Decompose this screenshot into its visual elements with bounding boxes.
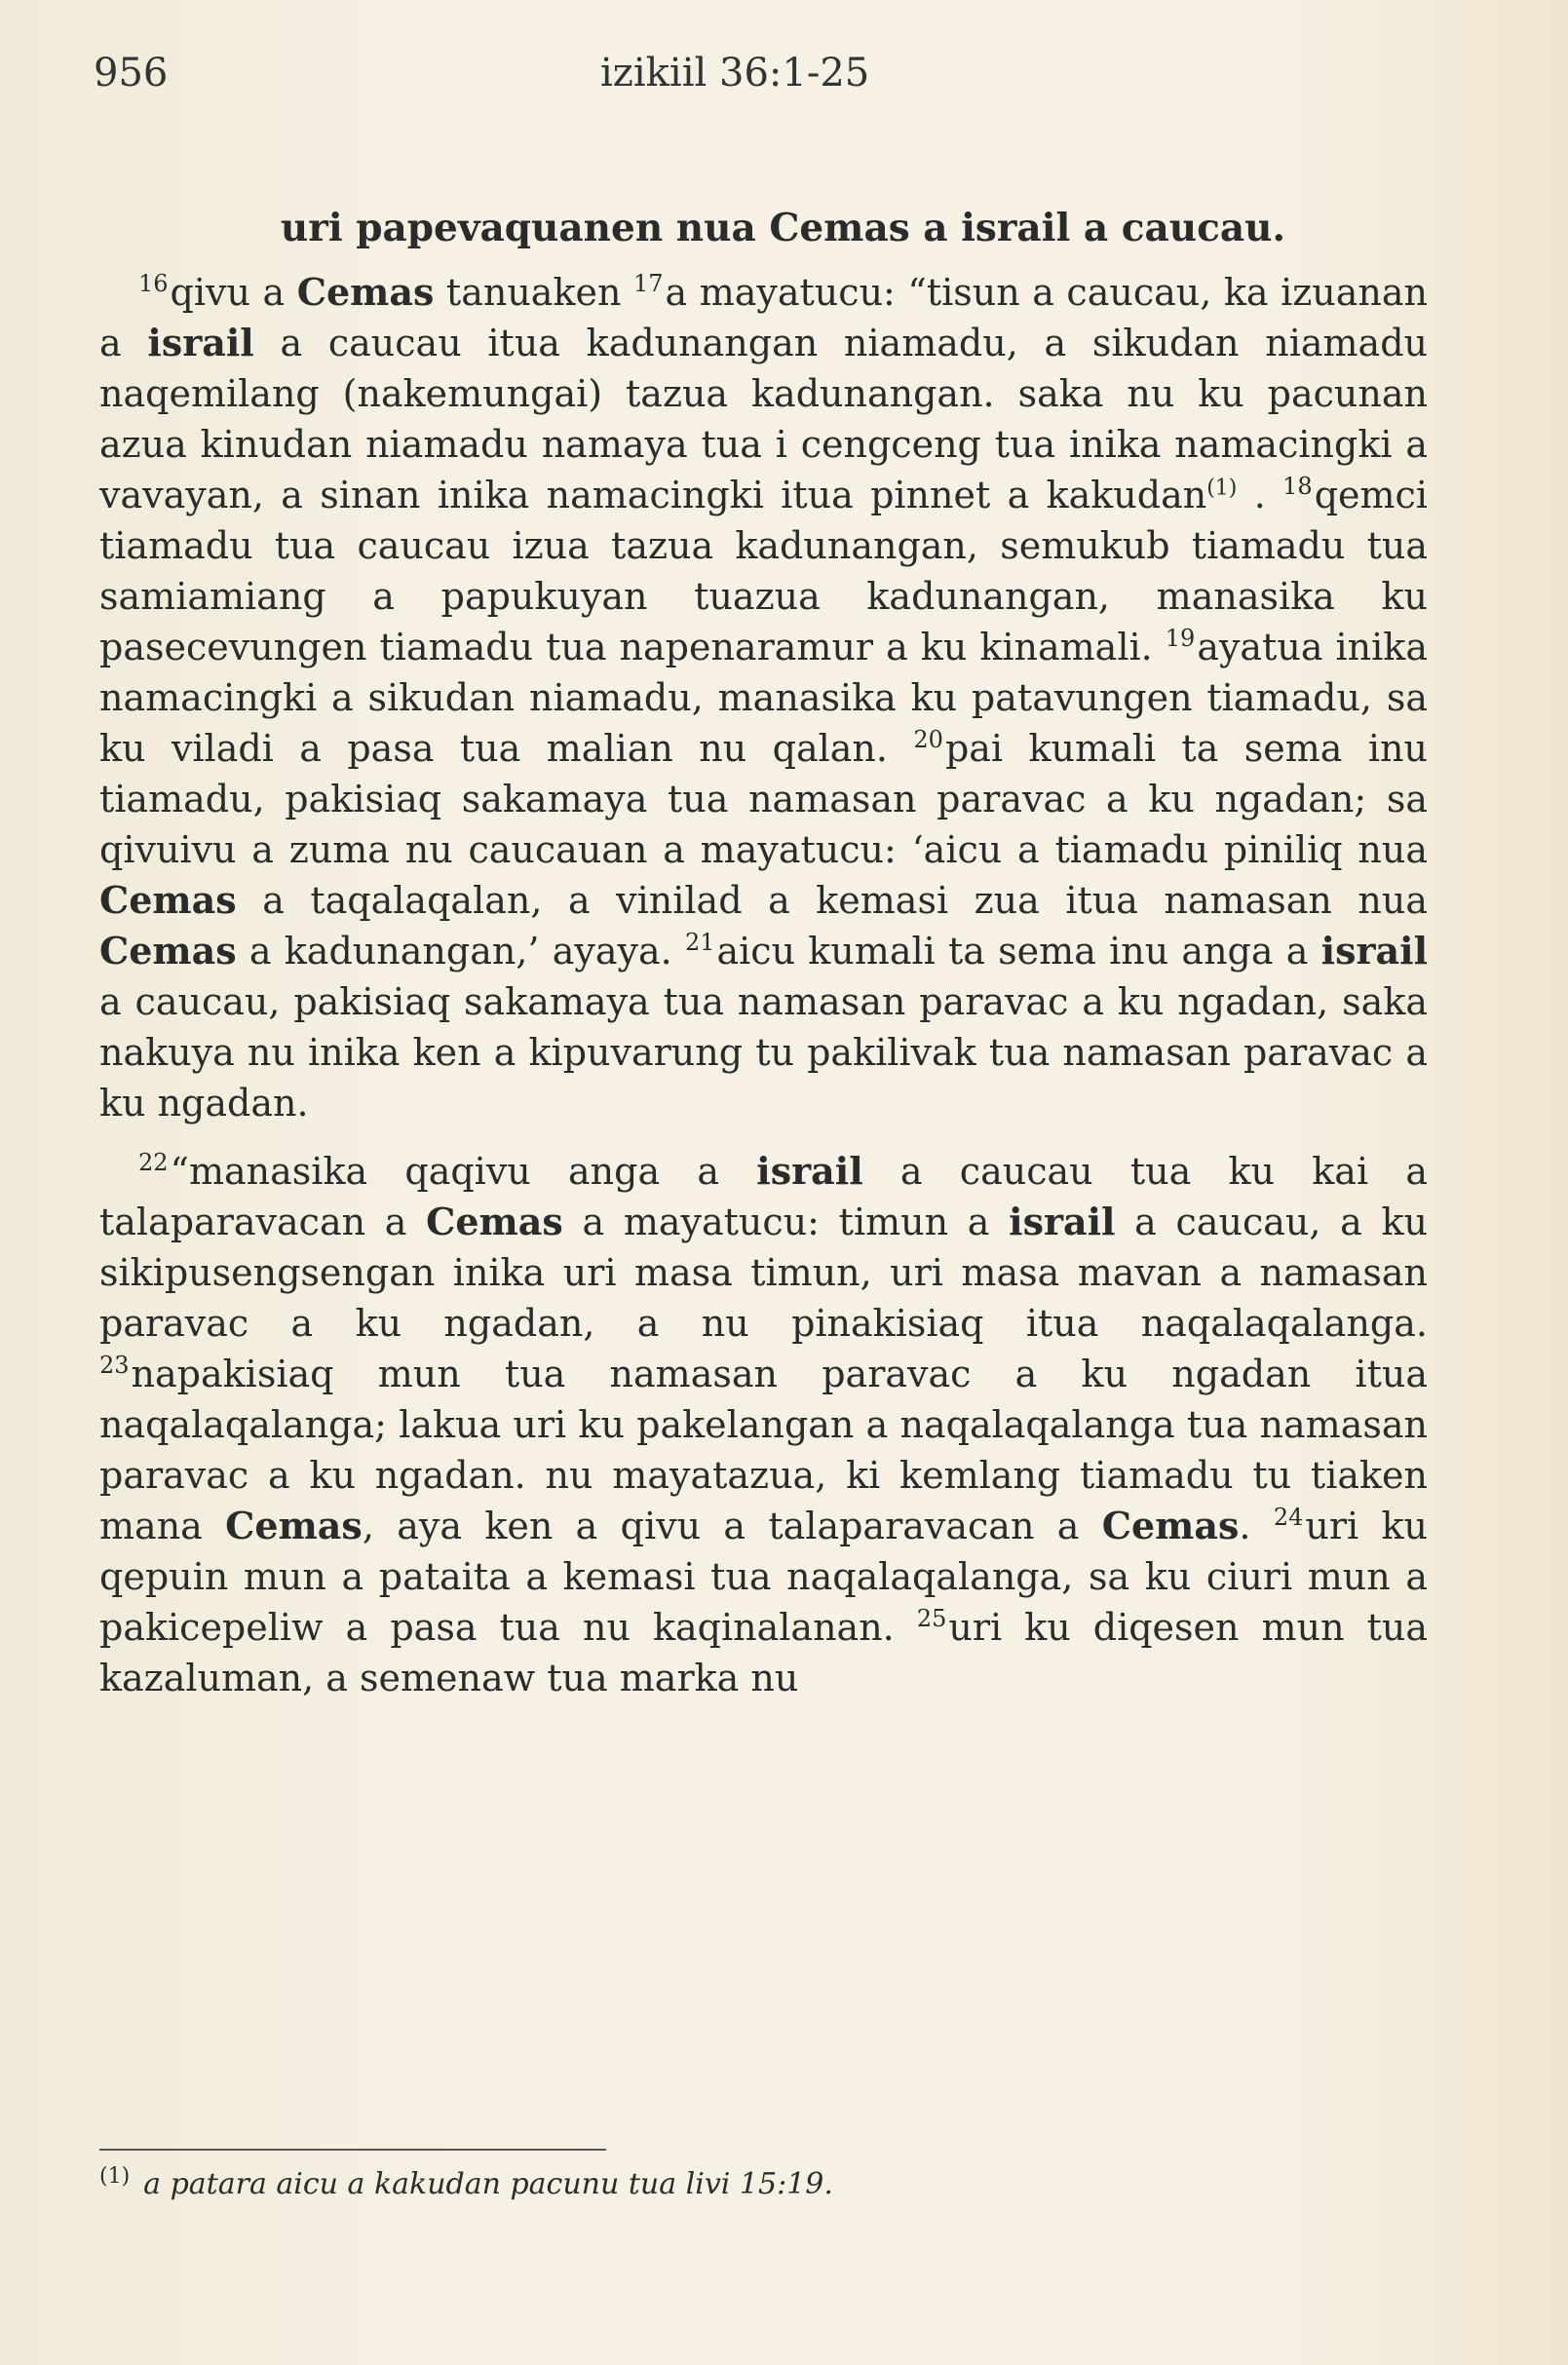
verse-number-17: 17: [632, 270, 664, 298]
text-segment: aicu kumali ta sema inu anga a: [716, 930, 1321, 973]
text-segment: “manasika qaqivu anga a: [170, 1150, 757, 1193]
name-cemas: Cemas: [99, 878, 237, 922]
footnote-text: a patara aicu a kakudan pacunu tua livi 15:19.: [143, 2167, 833, 2201]
text-segment: a caucau, pakisiaq sakamaya tua namasan paravac a ku ngadan, saka nakuya nu inika ken a kipuvarung tu pakilivak tua namasan paravac a ku ngadan.: [99, 980, 1428, 1125]
page-number: 956: [94, 51, 169, 95]
text-segment: a taqalaqalan, a vinilad a kemasi zua itua namasan nua: [236, 879, 1428, 922]
text-segment: a mayatucu: timun a: [562, 1201, 1010, 1243]
text-segment: , aya ken a qivu a talaparavacan a: [362, 1505, 1102, 1547]
text-segment: a caucau tua ku kai a talaparavacan a: [99, 1150, 1429, 1243]
verse-number-23: 23: [99, 1352, 130, 1380]
name-israil: israil: [1320, 929, 1428, 973]
name-cemas: Cemas: [296, 270, 435, 314]
name-cemas: Cemas: [1101, 1504, 1240, 1547]
verse-number-25: 25: [916, 1605, 947, 1633]
name-cemas: Cemas: [426, 1200, 563, 1243]
verse-number-18: 18: [1282, 473, 1313, 501]
text-segment: .: [1237, 474, 1283, 516]
text-segment: uri ku diqesen mun tua kazaluman, a semenaw tua marka nu: [99, 1606, 1428, 1699]
paragraph-1: [99, 267, 1428, 1128]
text-segment: a caucau, a ku sikipusengsengan inika uri masa timun, uri masa mavan a namasan paravac a ku ngadan, a nu pinakisiaq itua naqalaqalanga.: [99, 1201, 1429, 1345]
main-text: [99, 203, 1428, 1703]
footnote-divider: [99, 2149, 606, 2151]
text-segment: tanuaken: [434, 271, 633, 314]
verse-number-24: 24: [1273, 1504, 1304, 1532]
name-cemas: Cemas: [99, 929, 237, 973]
paragraph-2: [99, 1146, 1428, 1703]
verse-number-19: 19: [1165, 625, 1196, 653]
verse-number-16: 16: [138, 270, 169, 298]
text-segment: pai kumali ta sema inu tiamadu, pakisiaq sakamaya tua namasan paravac a ku ngadan; sa qivuivu a zuma nu caucauan a mayatucu: ‘aicu a tiamadu piniliq nua: [99, 727, 1428, 871]
name-israil: israil: [147, 321, 254, 364]
text-segment: napakisiaq mun tua namasan paravac a ku ngadan itua naqalaqalanga; lakua uri ku pakelangan a naqalaqalanga tua namasan paravac a ku ngadan. nu mayatazua, ki kemlang tiamadu tu tiaken mana: [99, 1353, 1428, 1547]
text-segment: a kadunangan,’ ayaya.: [236, 930, 685, 973]
page-header: [94, 51, 1474, 109]
name-cemas: Cemas: [225, 1504, 363, 1547]
footnote-mark: (1): [99, 2164, 131, 2189]
footnote: [99, 2165, 1366, 2204]
verse-number-20: 20: [913, 726, 943, 754]
text-segment: a mayatucu: “tisun a caucau, ka izuanan a: [99, 271, 1429, 364]
text-segment: ayatua inika namacingki a sikudan niamadu, manasika ku patavungen tiamadu, sa ku viladi a pasa tua malian nu qalan.: [99, 626, 1428, 770]
text-segment: qemci tiamadu tua caucau izua tazua kadunangan, semukub tiamadu tua samiamiang a papukuyan tuazua kadunangan, manasika ku pasecevungen tiamadu tua napenaramur a ku kinamali.: [99, 474, 1428, 668]
name-israil: israil: [1009, 1200, 1116, 1243]
text-segment: qivu a: [170, 271, 297, 314]
name-israil: israil: [756, 1149, 863, 1193]
footnote-reference: (1): [1206, 476, 1238, 501]
verse-number-22: 22: [138, 1149, 169, 1177]
running-head: izikiil 36:1-25: [600, 51, 870, 95]
verse-number-21: 21: [684, 929, 715, 957]
text-segment: .: [1239, 1505, 1274, 1547]
text-segment: a caucau itua kadunangan niamadu, a sikudan niamadu naqemilang (nakemungai) tazua kadunangan. saka nu ku pacunan azua kinudan niamadu namaya tua i cengceng tua inika namacingki a vavayan, a sinan inika namacingki itua pinnet a kakudan: [99, 322, 1428, 516]
text-segment: uri ku qepuin mun a pataita a kemasi tua naqalaqalanga, sa ku ciuri mun a pakicepeliw a pasa tua nu kaqinalanan.: [99, 1505, 1428, 1649]
section-heading: uri papevaquanen nua Cemas a israil a caucau.: [280, 206, 1286, 250]
